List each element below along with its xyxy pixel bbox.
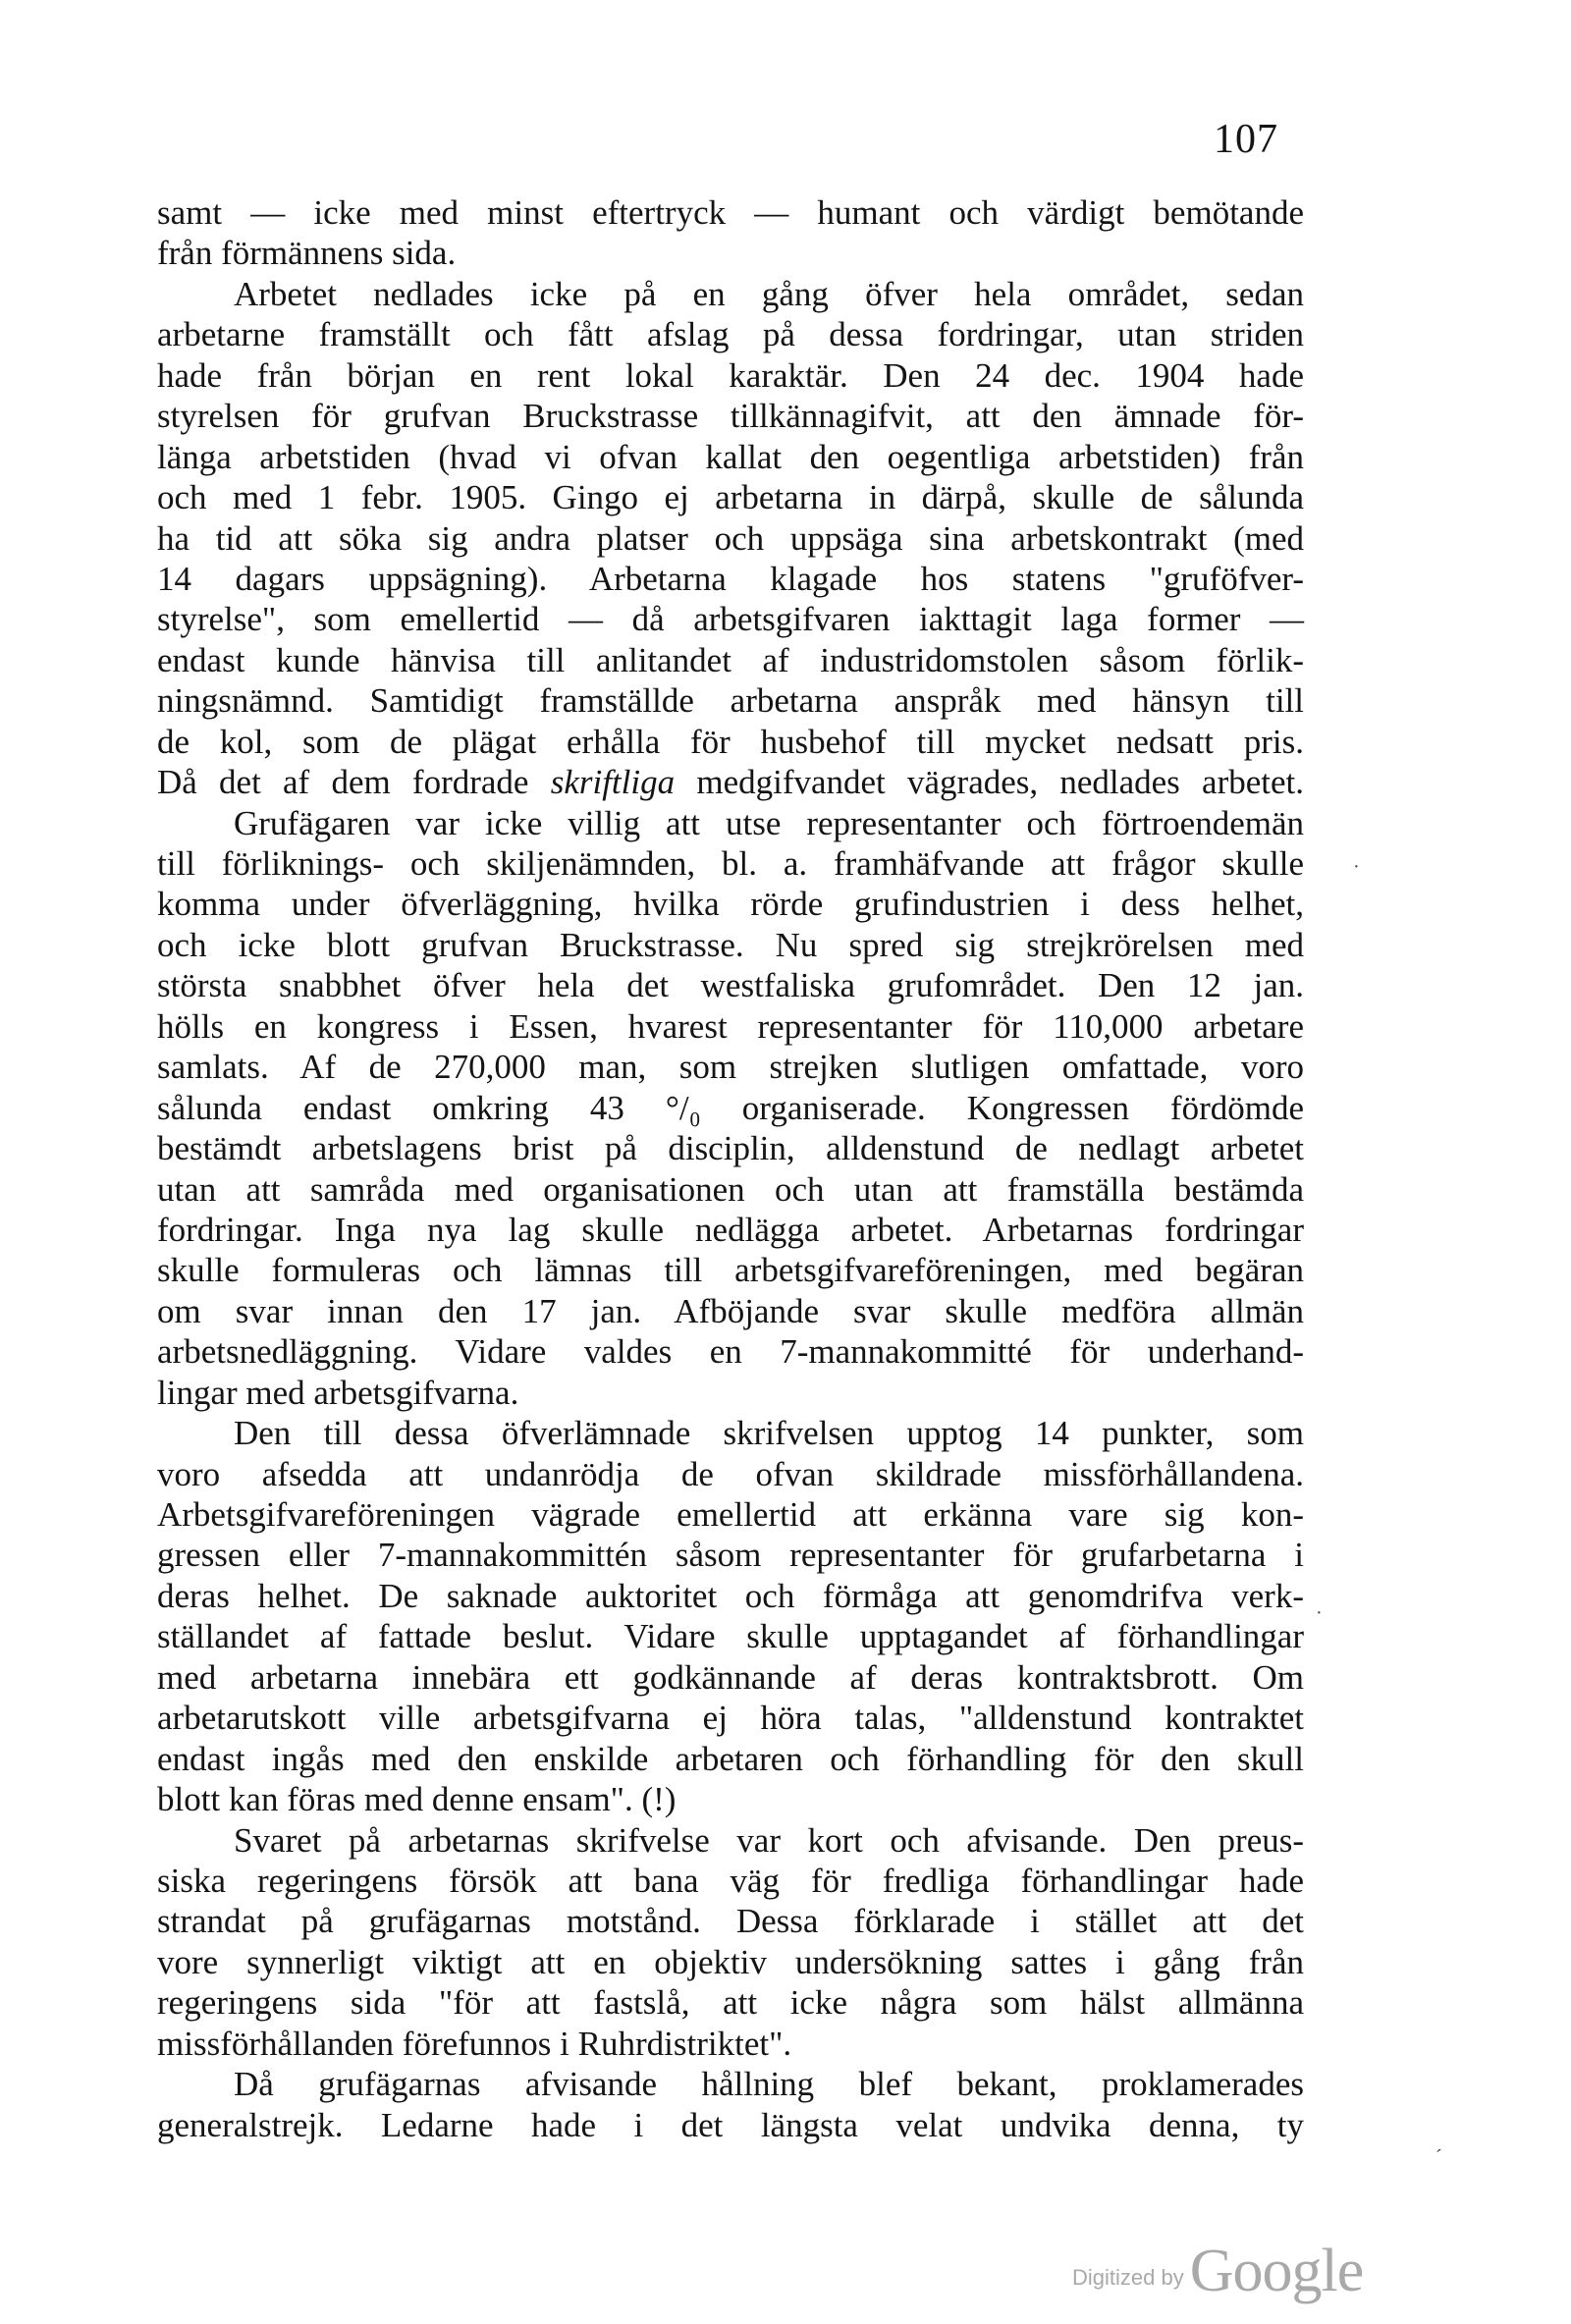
text-line: samlats. Af de 270,000 man, som strejken slutligen omfattade, voro	[157, 1048, 1304, 1087]
text-line: deras helhet. De saknade auktoritet och förmåga att genomdrifva verk-	[157, 1576, 1304, 1615]
text-line: regeringens sida "för att fastslå, att icke några som hälst allmänna	[157, 1983, 1304, 2023]
text-line: ha tid att söka sig andra platser och uppsäga sina arbetskontrakt (med	[157, 518, 1304, 558]
text-line: siska regeringens försök att bana väg för fredliga förhandlingar hade	[157, 1861, 1304, 1900]
text-line: generalstrejk. Ledarne hade i det längsta velat undvika denna, ty	[157, 2105, 1304, 2144]
text-line: de kol, som de plägat erhålla för husbehof till mycket nedsatt pris.	[157, 722, 1304, 761]
text-line: arbetsnedläggning. Vidare valdes en 7-mannakommitté för underhand-	[157, 1332, 1304, 1372]
text-line: från förmännens sida.	[157, 234, 457, 273]
text-line: största snabbhet öfver hela det westfaliska grufområdet. Den 12 jan.	[157, 966, 1304, 1005]
text-line: Grufägaren var icke villig att utse representanter och förtroendemän	[234, 803, 1304, 842]
text-line: arbetarutskott ville arbetsgifvarna ej höra talas, "alldenstund kontraktet	[157, 1699, 1304, 1738]
text-line: missförhållanden förefunnos i Ruhrdistriktet".	[157, 2024, 792, 2063]
text-segment: medgifvandet vägrades, nedlades arbetet.	[675, 763, 1304, 802]
text-line: vore synnerligt viktigt att en objektiv undersökning sattes i gång från	[157, 1942, 1304, 1981]
google-logo: Google	[1189, 2238, 1364, 2304]
text-line: hölls en kongress i Essen, hvarest representanter för 110,000 arbetare	[157, 1006, 1304, 1046]
text-line: fordringar. Inga nya lag skulle nedlägga arbetet. Arbetarnas fordringar	[157, 1210, 1304, 1249]
text-line: och icke blott grufvan Bruckstrasse. Nu spred sig strejkrörelsen med	[157, 925, 1304, 964]
text-line: gressen eller 7-mannakommittén såsom representanter för grufarbetarna i	[157, 1536, 1304, 1575]
text-line: arbetarne framställt och fått afslag på dessa fordringar, utan striden	[157, 315, 1304, 354]
text-line: styrelsen för grufvan Bruckstrasse tillkännagifvit, att den ämnade för-	[157, 397, 1304, 436]
watermark-prefix: Digitized by	[1072, 2265, 1184, 2290]
text-line: till förliknings- och skiljenämnden, bl. a. framhäfvande att frågor skulle	[157, 844, 1304, 883]
text-line: Arbetsgifvareföreningen vägrade emellertid att erkänna vare sig kon-	[157, 1495, 1304, 1534]
text-line: Arbetet nedlades icke på en gång öfver hela området, sedan	[234, 274, 1304, 313]
italic-word: skriftliga	[550, 763, 676, 802]
text-line: blott kan föras med denne ensam". (!)	[157, 1780, 677, 1819]
text-line: Svaret på arbetarnas skrifvelse var kort och afvisande. Den preus-	[234, 1820, 1304, 1860]
text-line: komma under öfverläggning, hvilka rörde grufindustrien i dess helhet,	[157, 885, 1304, 924]
page-number: 107	[1214, 117, 1278, 162]
text-line: bestämdt arbetslagens brist på disciplin, alldenstund de nedlagt arbetet	[157, 1129, 1304, 1168]
text-line: endast ingås med den enskilde arbetaren och förhandling för den skull	[157, 1739, 1304, 1778]
digitized-watermark	[1072, 2237, 1363, 2306]
text-line: utan att samråda med organisationen och utan att framställa bestämda	[157, 1169, 1304, 1209]
text-line: 14 dagars uppsägning). Arbetarna klagade hos statens "gruföfver-	[157, 559, 1304, 598]
margin-speck: ˊ	[1436, 2146, 1442, 2168]
text-line-emphasis	[157, 762, 1304, 802]
text-line: strandat på grufägarnas motstånd. Dessa förklarade i stället att det	[157, 1902, 1304, 1941]
text-line: sålunda endast omkring 43 °/₀ organiserade. Kongressen fördömde	[157, 1088, 1304, 1127]
text-line: voro afsedda att undanrödja de ofvan skildrade missförhållandena.	[157, 1454, 1304, 1493]
text-line: och med 1 febr. 1905. Gingo ej arbetarna in därpå, skulle de sålunda	[157, 478, 1304, 517]
text-line: ställandet af fattade beslut. Vidare skulle upptagandet af förhandlingar	[157, 1617, 1304, 1656]
text-line: med arbetarna innebära ett godkännande af deras kontraktsbrott. Om	[157, 1657, 1304, 1697]
text-line: länga arbetstiden (hvad vi ofvan kallat den oegentliga arbetstiden) från	[157, 437, 1304, 476]
text-line: lingar med arbetsgifvarna.	[157, 1373, 519, 1412]
text-line: styrelse", som emellertid — då arbetsgifvaren iakttagit laga former —	[157, 600, 1304, 639]
text-line: om svar innan den 17 jan. Afböjande svar skulle medföra allmän	[157, 1291, 1304, 1330]
text-line: skulle formuleras och lämnas till arbetsgifvareföreningen, med begäran	[157, 1251, 1304, 1290]
text-line: hade från början en rent lokal karaktär. Den 24 dec. 1904 hade	[157, 355, 1304, 395]
text-line: Den till dessa öfverlämnade skrifvelsen upptog 14 punkter, som	[234, 1414, 1304, 1453]
margin-speck: ·	[1316, 1602, 1323, 1624]
body-text	[157, 192, 1304, 2145]
text-line: samt — icke med minst eftertryck — humant och värdigt bemötande	[157, 193, 1304, 232]
text-line: Då grufägarnas afvisande hållning blef bekant, proklamerades	[234, 2065, 1304, 2104]
text-segment: Då det af dem fordrade	[157, 763, 551, 802]
margin-speck: ·	[1353, 856, 1360, 878]
text-line: endast kunde hänvisa till anlitandet af industridomstolen såsom förlik-	[157, 640, 1304, 679]
text-line: ningsnämnd. Samtidigt framställde arbetarna anspråk med hänsyn till	[157, 681, 1304, 721]
